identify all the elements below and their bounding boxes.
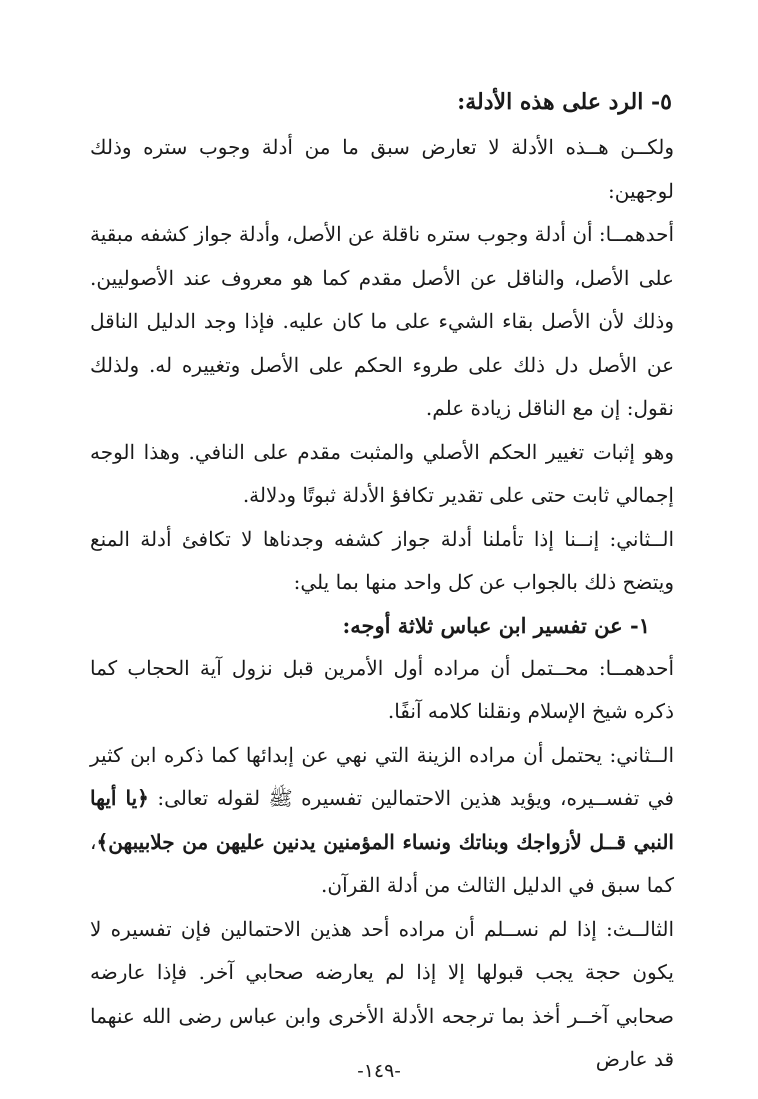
page-number: -١٤٩- xyxy=(357,1060,401,1082)
paragraph-aspect-two xyxy=(90,734,674,908)
aspect-two-text: الــثاني: يحتمل أن مراده الزينة التي نهي عن إبدائها كما ذكره ابن كثير في تفســيره، ويؤيد هذين الاحتمالين تفسيره ﷺ لقوله تعالى: xyxy=(90,742,674,810)
subheading-ibn-abbas: ١- عن تفسير ابن عباس ثلاثة أوجه: xyxy=(342,612,650,638)
aspect-two-tail: ، كما سبق في الدليل الثالث من أدلة القرآن. xyxy=(90,829,674,897)
paragraph-second-reason: الــثاني: إنــنا إذا تأملنا أدلة جواز كشفه وجدناها لا تكافئ أدلة المنع ويتضح ذلك بالجواب عن كل واحد منها بما يلي: xyxy=(90,526,674,594)
section-heading: ٥- الرد على هذه الأدلة: xyxy=(457,89,672,115)
paragraph-aspect-one: أحدهمــا: محــتمل أن مراده أول الأمرين قبل نزول آية الحجاب كما ذكره شيخ الإسلام ونقلنا كلامه آنفًا. xyxy=(90,655,674,723)
paragraph-aspect-three: الثالــث: إذا لم نســلم أن مراده أحد هذين الاحتمالين فإن تفسيره لا يكون حجة يجب قبولها إلا إذا لم يعارضه صحابي آخر. فإذا عارضه صحابي آخــر أخذ بما ترجحه الأدلة الأخرى وابن عباس رضى الله عنهما قد عارض xyxy=(90,916,674,1071)
paragraph-first-reason: أحدهمــا: أن أدلة وجوب ستره ناقلة عن الأصل، وأدلة جواز كشفه مبقية على الأصل، والناقل عن الأصل مقدم كما هو معروف عند الأصوليين. وذلك لأن الأصل بقاء الشيء على ما كان عليه. فإذا وجد الدليل الناقل عن الأصل دل ذلك على طروء الحكم على الأصل وتغييره له. ولذلك نقول: إن مع الناقل زيادة علم. xyxy=(90,222,674,420)
paragraph-intro: ولكــن هــذه الأدلة لا تعارض سبق ما من أدلة وجوب ستره وذلك لوجهين: xyxy=(90,135,674,203)
quran-quote: ﴿يا أيها النبي قــل لأزواجك وبناتك ونساء المؤمنين يدنين عليهن من جلابيبهن﴾ xyxy=(90,786,674,854)
paragraph-continuation: وهو إثبات تغيير الحكم الأصلي والمثبت مقدم على النافي. وهذا الوجه إجمالي ثابت حتى على تقدير تكافؤ الأدلة ثبوتًا ودلالة. xyxy=(90,439,674,507)
